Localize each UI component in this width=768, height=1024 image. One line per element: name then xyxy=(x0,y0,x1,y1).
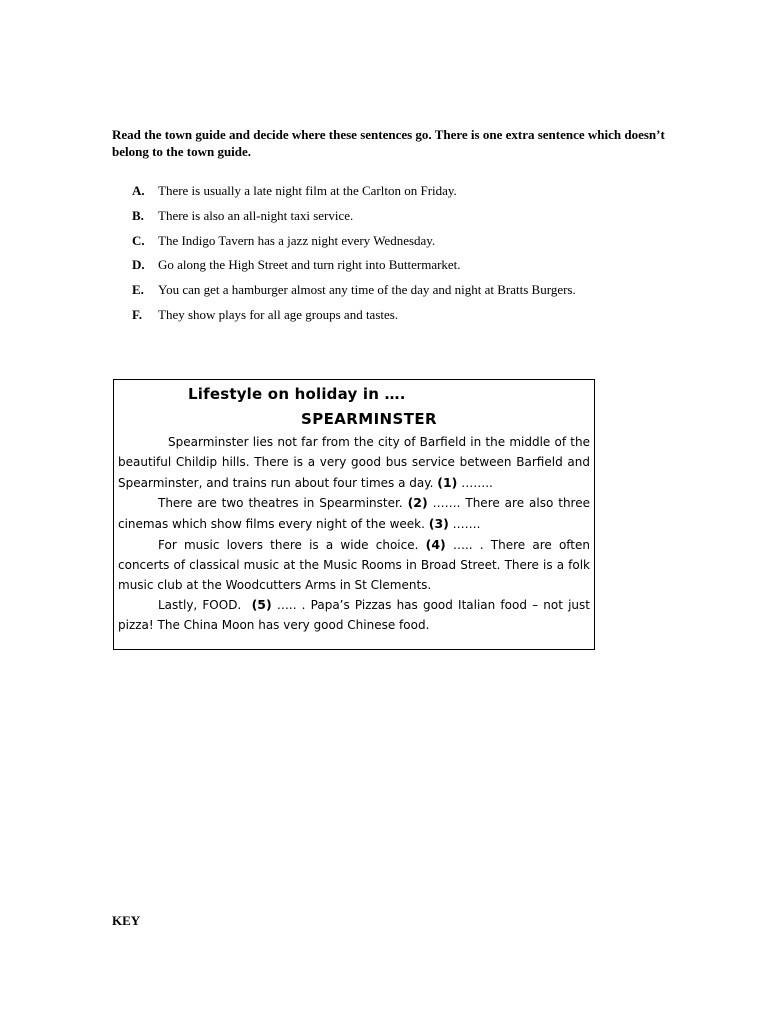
option-a xyxy=(132,182,692,207)
option-b xyxy=(132,207,692,232)
option-letter: E. xyxy=(132,282,144,298)
option-e xyxy=(132,281,692,306)
blank-marker-4: (4) xyxy=(425,536,446,552)
blank-marker-5: (5) xyxy=(251,597,272,613)
town-guide-box xyxy=(113,379,595,650)
paragraph-text: ……. There are also three cinemas which show films every night of the week. xyxy=(118,496,590,532)
option-letter: F. xyxy=(132,306,142,322)
blank-marker-2: (2) xyxy=(407,495,428,511)
option-text: There is usually a late night film at the Carlton on Friday. xyxy=(158,183,457,198)
guide-heading: Lifestyle on holiday in …. xyxy=(188,385,406,403)
option-text: The Indigo Tavern has a jazz night every Wednesday. xyxy=(158,232,436,248)
key-label: KEY xyxy=(112,913,141,928)
guide-paragraph-4 xyxy=(118,595,590,636)
option-letter: C. xyxy=(132,232,145,248)
sentence-options-list xyxy=(132,182,692,331)
paragraph-text: Spearminster lies not far from the city of Barfield in the middle of the beautiful Childip hills. There is a very good bus service between Barfield and Spearminster, and trains run about four times a day. xyxy=(118,435,590,490)
option-d xyxy=(132,256,692,281)
paragraph-text: Lastly, FOOD. xyxy=(158,598,252,613)
option-letter: A. xyxy=(132,183,145,198)
instructions-text: Read the town guide and decide where these sentences go. There is one extra sentence which doesn’t belong to the town guide. xyxy=(112,127,665,159)
guide-title: SPEARMINSTER xyxy=(301,410,437,428)
guide-body xyxy=(118,433,590,636)
option-letter: D. xyxy=(132,257,145,273)
option-c xyxy=(132,232,692,257)
paragraph-text: ….. . There are often concerts of classical music at the Music Rooms in Broad Street. There is a folk music club at the Woodcutters Arms in St Clements. xyxy=(118,537,591,592)
paragraph-text: There are two theatres in Spearminster. xyxy=(158,496,408,511)
paragraph-text: ….. . Papa’s Pizzas has good Italian food – not just pizza! The China Moon has very good Chinese food. xyxy=(118,598,590,633)
option-text: They show plays for all age groups and tastes. xyxy=(158,306,399,322)
blank-dots: …….. xyxy=(457,475,493,490)
guide-paragraph-2 xyxy=(118,493,590,535)
option-f xyxy=(132,306,692,331)
option-text: You can get a hamburger almost any time of the day and night at Bratts Burgers. xyxy=(158,282,576,298)
blank-marker-1: (1) xyxy=(437,474,458,490)
blank-marker-3: (3) xyxy=(428,516,449,532)
guide-paragraph-3 xyxy=(118,535,590,595)
guide-paragraph-1 xyxy=(118,433,590,493)
option-text: Go along the High Street and turn right into Buttermarket. xyxy=(158,257,461,273)
option-text: There is also an all-night taxi service. xyxy=(158,207,354,223)
paragraph-text: For music lovers there is a wide choice. xyxy=(158,537,426,552)
option-letter: B. xyxy=(132,207,144,223)
blank-dots: ……. xyxy=(448,517,481,532)
